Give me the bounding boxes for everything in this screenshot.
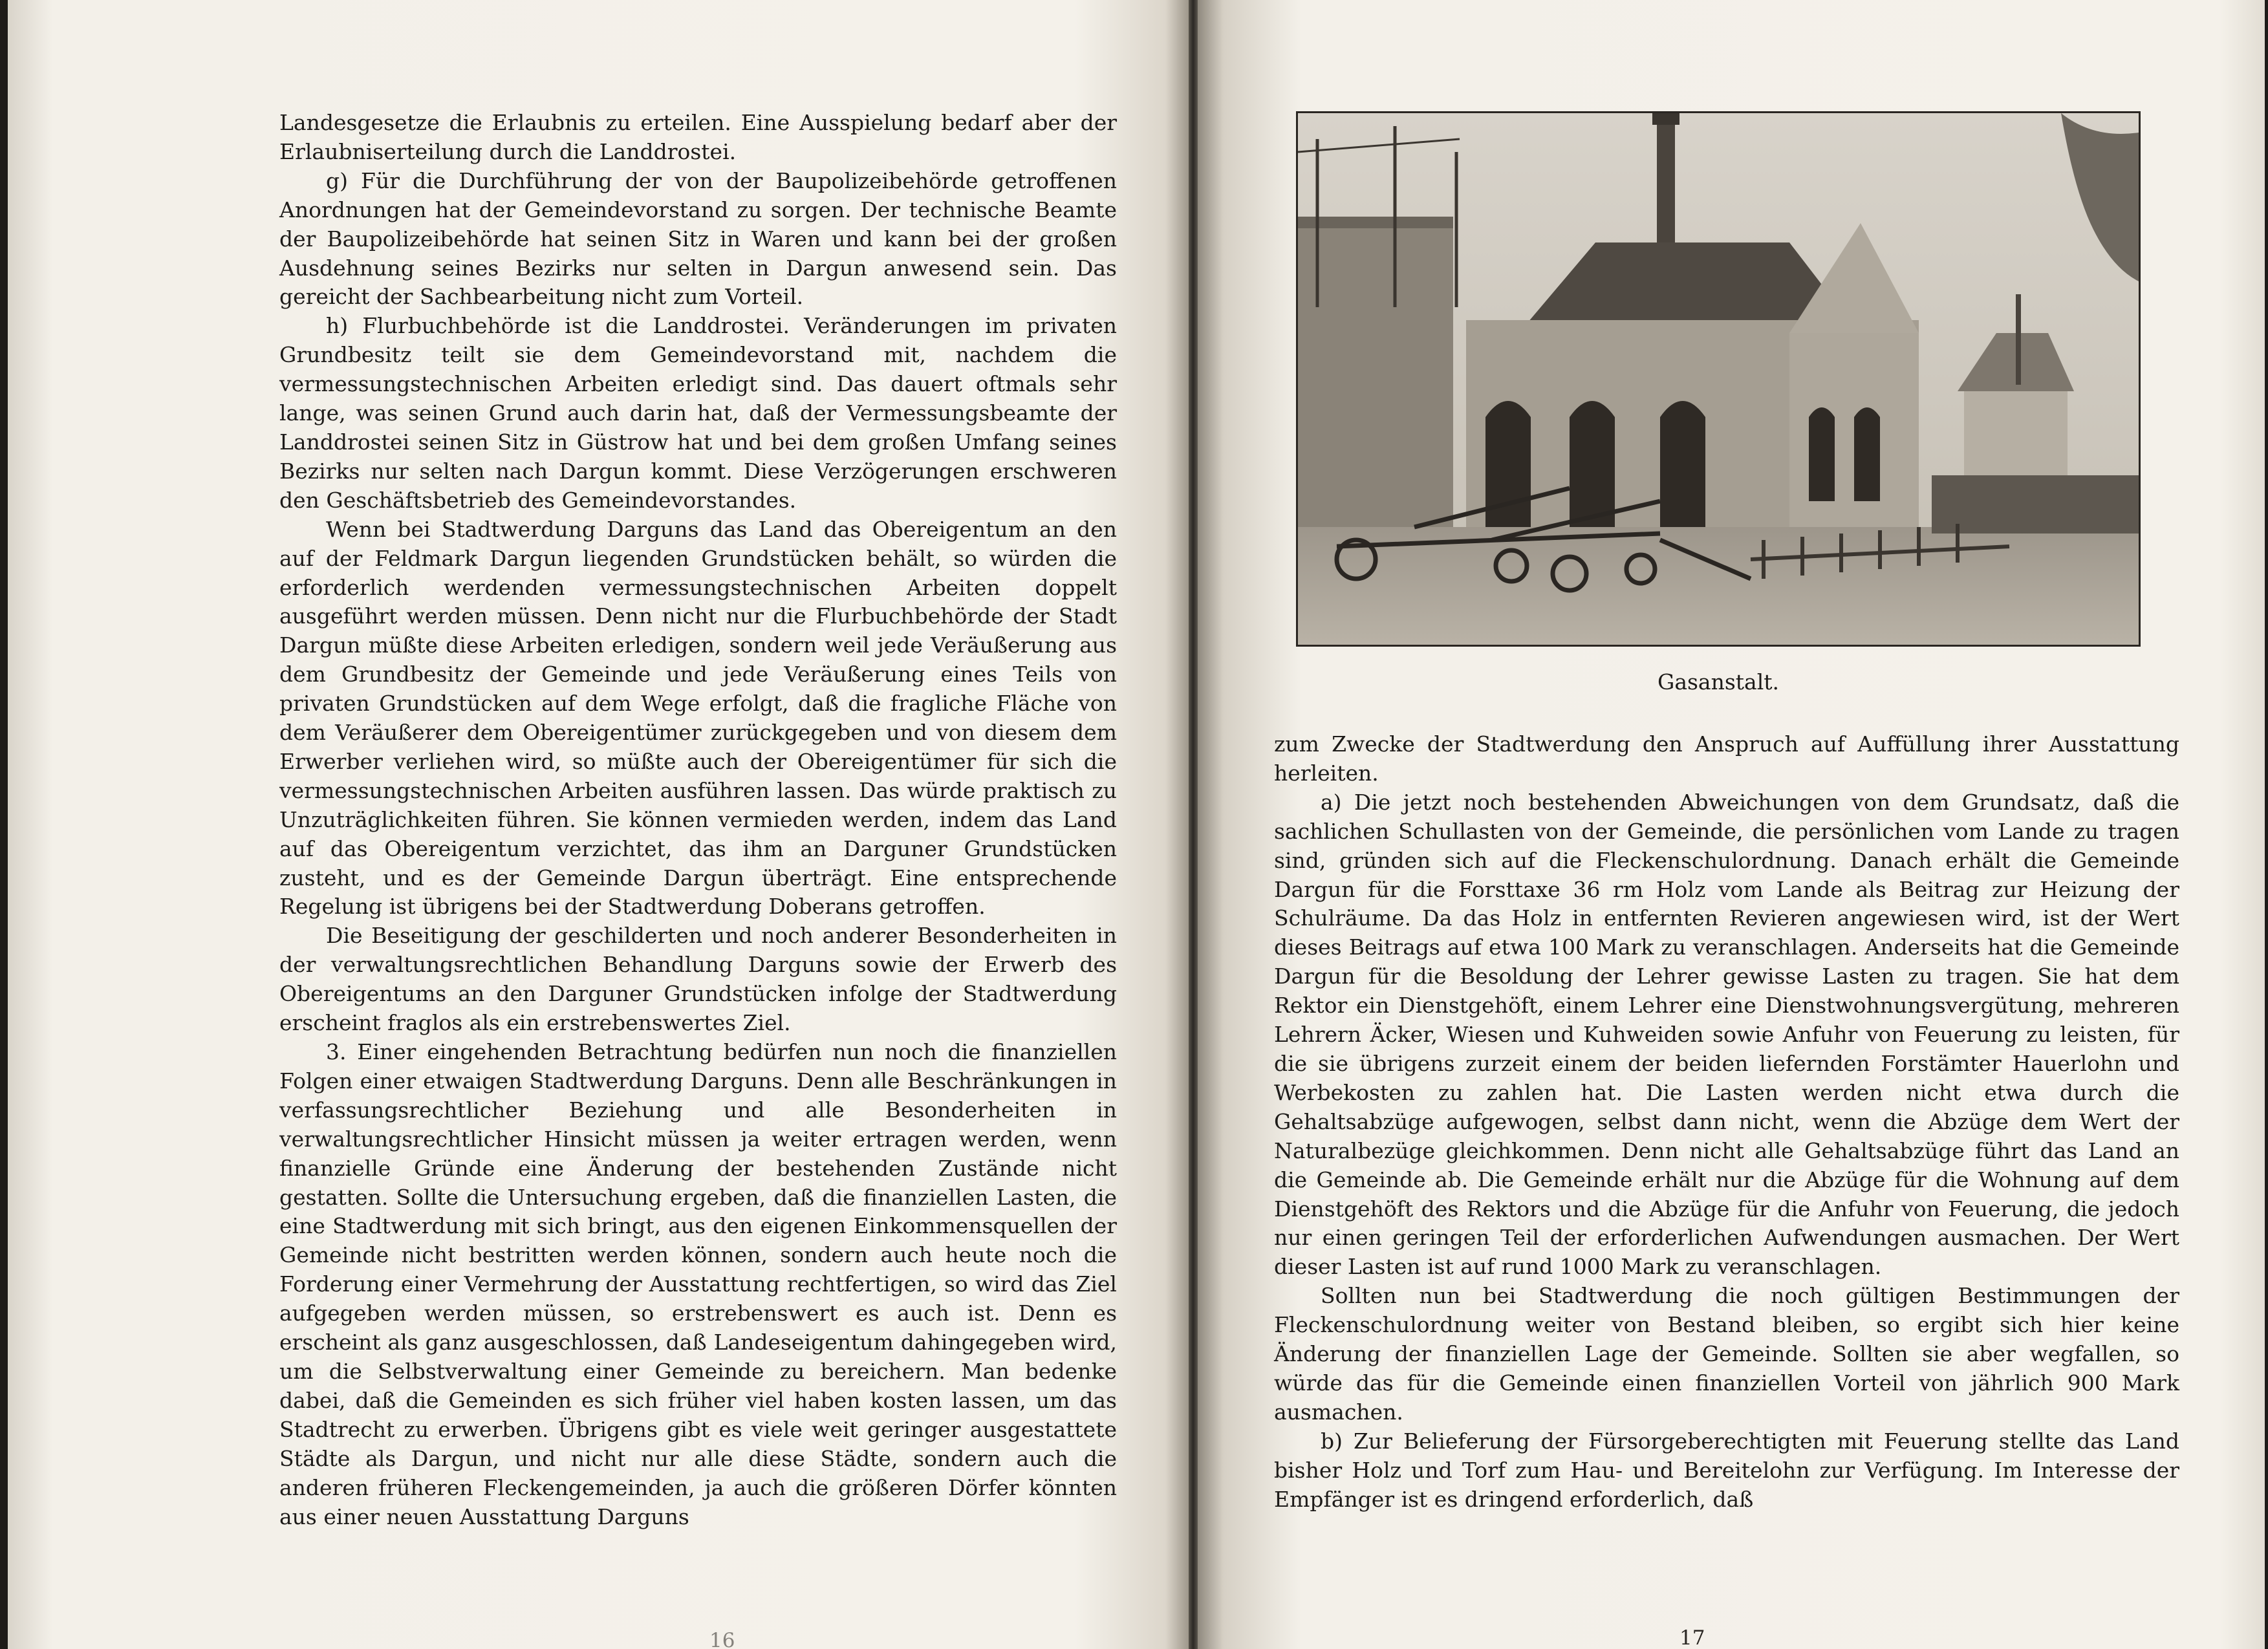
paragraph: 3. Einer eingehenden Betrachtung bedürfen nun noch die finanziellen Folgen einer etwaigen Stadtwerdung Darguns. Denn alle Beschränkungen in verfassungsrechtlicher Beziehung und alle Besonderheiten in verwaltungsrechtlicher Hinsicht müssen ja weiter ertragen werden, wenn finanzielle Gründe eine Änderung der bestehenden Zustände nicht gestatten. Sollte die Untersuchung ergeben, daß die finanziellen Lasten, die eine Stadtwerdung mit sich bringt, aus den eigenen Einkommensquellen der Gemeinde nicht bestritten werden können, sondern auch heute noch die Forderung einer Vermehrung der Ausstattung rechtfertigen, so wird das Ziel aufgegeben werden müssen, so erstrebenswert es auch ist. Denn es erscheint als ganz ausgeschlossen, daß Landeseigentum dahingegeben wird, um die Selbstverwaltung einer Gemeinde zu bereichern. Man bedenke dabei, daß die Gemeinden es sich früher viel haben kosten lassen, um das Stadtrecht zu erwerben. Übrigens gibt es viele weit geringer ausgestattete Städte als Dargun, und nicht nur alle diese Städte, sondern auch die anderen früheren Fleckengemeinden, ja auch die größeren Dörfer könnten aus einer neuen Ausstattung Darguns xyxy=(279,1039,1117,1529)
book-gutter xyxy=(1189,0,1198,1649)
page-number: 16 xyxy=(709,1629,735,1649)
right-page xyxy=(1198,0,2265,1649)
left-page-text xyxy=(279,109,1117,1531)
photo-caption: Gasanstalt. xyxy=(1657,669,1780,695)
paragraph: b) Zur Belieferung der Fürsorgeberechtigten mit Feuerung stellte das Land bisher Holz und Torf zum Hau- und Bereitelohn zur Verfügung. Im Interesse der Empfänger ist es dringend erforderlich, daß xyxy=(1274,1428,2179,1512)
left-page xyxy=(8,0,1189,1649)
paragraph: a) Die jetzt noch bestehenden Abweichungen von dem Grundsatz, daß die sachlichen Schullasten von der Gemeinde, die persönlichen vom Lande zu tragen sind, gründen sich auf die Fleckenschulordnung. Danach erhält die Gemeinde Dargun für die Forsttaxe 36 rm Holz vom Lande als Beitrag zur Heizung der Schulräume. Da das Holz in entfernten Revieren angewiesen wird, ist der Wert dieses Beitrags auf etwa 100 Mark zu veranschlagen. Anderseits hat die Gemeinde Dargun für die Besoldung der Lehrer gewisse Lasten zu tragen. Sie hat dem Rektor ein Dienstgehöft, einem Lehrer eine Dienstwohnungsvergütung, mehreren Lehrern Äcker, Wiesen und Kuhweiden sowie Anfuhr von Feuerung zu leisten, für die sie übrigens zurzeit einem der beiden liefernden Forstämter Hauerlohn und Werbekosten zu zahlen hat. Die Lasten werden nicht etwa durch die Gehaltsabzüge aufgewogen, selbst dann nicht, wenn die Abzüge dem Wert der Naturalbezüge gleichkommen. Denn nicht alle Gehaltsabzüge führt das Land an die Gemeinde ab. Die Gemeinde erhält nur die Abzüge für die Wohnung auf dem Dienstgehöft des Rektors und die Abzüge für die Anfuhr von Feuerung, die jedoch nur einen geringen Teil der erforderlichen Aufwendungen ausmachen. Der Wert dieser Lasten ist auf rund 1000 Mark zu veranschlagen. xyxy=(1274,789,2179,1280)
paragraph: Die Beseitigung der geschilderten und noch anderer Besonderheiten in der verwaltungsrechtlichen Behandlung Darguns sowie der Erwerb des Obereigentums an den Darguner Grundstücken infolge der Stadtwerdung erscheint fraglos als ein erstrebenswertes Ziel. xyxy=(279,923,1117,1036)
gasworks-illustration xyxy=(1298,113,2139,645)
page-number: 17 xyxy=(1679,1626,1705,1649)
paragraph: h) Flurbuchbehörde ist die Landdrostei. Veränderungen im privaten Grundbesitz teilt sie dem Gemeindevorstand mit, nachdem die vermessungstechnischen Arbeiten erledigt sind. Das dauert oftmals sehr lange, was seinen Grund auch darin hat, daß der Vermessungsbeamte der Landdrostei seinen Sitz in Güstrow hat und bei dem großen Umfang seines Bezirks nur selten nach Dargun kommt. Diese Verzögerungen erschweren den Geschäftsbetrieb des Gemeindevorstandes. xyxy=(279,313,1117,513)
right-page-text xyxy=(1274,730,2179,1514)
gasworks-photo xyxy=(1296,111,2141,647)
paragraph: g) Für die Durchführung der von der Baupolizeibehörde getroffenen Anordnungen hat der Gemeindevorstand zu sorgen. Der technische Beamte der Baupolizeibehörde hat seinen Sitz in Waren und kann bei der großen Ausdehnung seines Bezirks nur selten in Dargun anwesend sein. Das gereicht der Sachbearbeitung nicht zum Vorteil. xyxy=(279,167,1117,310)
paragraph: zum Zwecke der Stadtwerdung den Anspruch auf Auffüllung ihrer Ausstattung herleiten. xyxy=(1274,731,2179,786)
paragraph: Landesgesetze die Erlaubnis zu erteilen. Eine Ausspielung bedarf aber der Erlaubniserteilung durch die Landdrostei. xyxy=(279,110,1117,164)
paragraph: Wenn bei Stadtwerdung Darguns das Land das Obereigentum an den auf der Feldmark Dargun liegenden Grundstücken behält, so würden die erforderlich werdenden vermessungstechnischen Arbeiten doppelt ausgeführt werden müssen. Denn nicht nur die Flurbuchbehörde der Stadt Dargun müßte diese Arbeiten erledigen, sondern weil jede Veräußerung aus dem Grundbesitz der Gemeinde und jede Veräußerung eines Teils von privaten Grundstücken auf dem Wege erfolgt, daß die fragliche Fläche von dem Veräußerer dem Obereigentümer zurückgegeben und von diesem dem Erwerber verliehen wird, so müßte auch der Obereigentümer für sich die vermessungstechnischen Arbeiten ausführen lassen. Das würde praktisch zu Unzuträglichkeiten führen. Sie können vermieden werden, indem das Land auf das Obereigentum verzichtet, das ihm an Darguner Grundstücken zusteht, und es der Gemeinde Dargun überträgt. Eine entsprechende Regelung ist übrigens bei der Stadtwerdung Doberans getroffen. xyxy=(279,516,1117,920)
paragraph: Sollten nun bei Stadtwerdung die noch gültigen Bestimmungen der Fleckenschulordnung weiter von Bestand bleiben, so ergibt sich hier keine Änderung der finanziellen Lage der Gemeinde. Sollten sie aber wegfallen, so würde das für die Gemeinde einen finanziellen Vorteil von jährlich 900 Mark ausmachen. xyxy=(1274,1283,2179,1425)
